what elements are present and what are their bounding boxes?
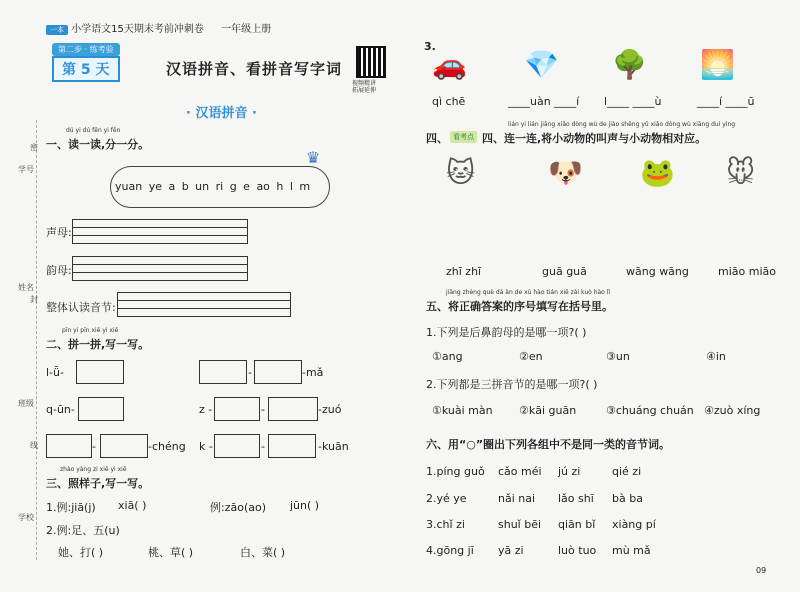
writing-line xyxy=(117,309,291,317)
q6-word[interactable]: lǎo shī xyxy=(558,492,594,505)
q6-word[interactable]: mù mǎ xyxy=(612,544,651,557)
shengmu-label: 声母: xyxy=(46,226,72,239)
q6-word[interactable]: yā zi xyxy=(498,544,524,557)
qr-caption xyxy=(352,80,376,94)
writing-line xyxy=(72,219,248,228)
answer-box[interactable] xyxy=(214,434,260,458)
q6-word[interactable]: xiàng pí xyxy=(612,518,656,531)
car-picture-icon: 🚗 xyxy=(432,48,467,81)
q2-item-dash: - xyxy=(261,403,265,416)
q2-item-prefix: l-ǖ- xyxy=(46,366,64,379)
cat-picture-icon: 🐱 xyxy=(446,156,476,189)
side-mark: 线 xyxy=(30,441,38,450)
q5-option[interactable]: ③un xyxy=(606,350,630,363)
q2-item-prefix: q-ūn- xyxy=(46,403,75,416)
unit-tag: 第二步 · 练考验 xyxy=(52,43,120,56)
answer-box[interactable] xyxy=(46,434,92,458)
answer-box[interactable] xyxy=(268,434,316,458)
q6-word[interactable]: 1.píng guǒ xyxy=(426,465,485,478)
q6-word[interactable]: 2.yé ye xyxy=(426,492,467,505)
answer-box[interactable] xyxy=(254,360,302,384)
q2-label: 二、拼一拼,写一写。 xyxy=(46,338,150,351)
page-number: 09 xyxy=(756,566,767,575)
tree-picture-icon: 🌳 xyxy=(612,48,647,81)
q2-item-dash: - xyxy=(248,366,252,379)
q3-blank[interactable]: 白、菜( ) xyxy=(240,546,286,559)
q5-option[interactable]: ④in xyxy=(706,350,726,363)
q2-item-dash: - xyxy=(261,440,265,453)
writing-line xyxy=(117,292,291,301)
q3-example: 例:zāo(ao) xyxy=(210,501,267,514)
q4-pinyin: lián yi lián jiāng xiǎo dòng wù de jiào shēng yǔ xiǎo dòng wù xiāng duì yìng xyxy=(508,121,736,128)
answer-box[interactable] xyxy=(78,397,124,421)
zhengti-writing-lines[interactable] xyxy=(117,292,291,317)
mouse-picture-icon: 🐭 xyxy=(726,156,756,189)
answer-box[interactable] xyxy=(268,397,318,421)
q3-example-2: 2.例:足、五(u) xyxy=(46,524,120,537)
q2-pinyin: pīn yi pīn xiě yi xiě xyxy=(62,327,119,334)
q6-word[interactable]: cǎo méi xyxy=(498,465,542,478)
sunset-picture-icon: 🌅 xyxy=(700,48,735,81)
letters-text: yuan ye a b un ri g e ao h l m xyxy=(115,180,311,193)
answer-box[interactable] xyxy=(100,434,148,458)
section-title-text: 汉语拼音 xyxy=(195,106,248,121)
shengmu-writing-lines[interactable] xyxy=(72,219,248,244)
q5-sub2: 2.下列都是三拼音节的是哪一项?( ) xyxy=(426,378,598,391)
side-label-school: 学校 xyxy=(18,513,34,522)
q4-label-number: 四、 xyxy=(426,132,448,145)
binding-line xyxy=(36,120,37,560)
writing-line xyxy=(72,265,248,273)
q3-blank[interactable]: jūn( ) xyxy=(290,499,320,512)
q6-word[interactable]: 3.chǐ zi xyxy=(426,518,465,531)
animal-sound: wāng wāng xyxy=(626,265,689,278)
writing-line xyxy=(72,236,248,244)
q3-blank[interactable]: xiā( ) xyxy=(118,499,147,512)
q1-pinyin: dú yi dú fēn yi fēn xyxy=(66,127,121,134)
q6-word[interactable]: qié zi xyxy=(612,465,642,478)
q2-item-prefix: z - xyxy=(199,403,213,416)
q5-option[interactable]: ④zuò xíng xyxy=(704,404,761,417)
q6-word[interactable]: nǎi nai xyxy=(498,492,536,505)
side-mark: 封 xyxy=(30,295,38,304)
yunmu-label: 韵母: xyxy=(46,264,72,277)
writing-line xyxy=(72,228,248,236)
animal-sound: miāo miāo xyxy=(718,265,776,278)
q2-item-suffix: -mǎ xyxy=(302,366,324,379)
q3-label: 三、照样子,写一写。 xyxy=(46,477,150,490)
header xyxy=(46,20,271,35)
pic-pinyin[interactable]: ____í ____ū xyxy=(697,95,755,108)
q5-label: 五、将正确答案的序号填写在括号里。 xyxy=(426,300,613,313)
q3-number: 3. xyxy=(424,40,436,53)
answer-box[interactable] xyxy=(76,360,124,384)
qr-code[interactable] xyxy=(356,46,386,78)
q5-option[interactable]: ②kāi guān xyxy=(519,404,577,417)
section-title: · 汉语拼音 · xyxy=(186,106,257,121)
yunmu-writing-lines[interactable] xyxy=(72,256,248,281)
series-title: 小学语文15天期末考前冲刺卷 xyxy=(71,24,204,35)
writing-line xyxy=(72,256,248,265)
side-label-student-id: 学号 xyxy=(18,165,34,174)
q5-option[interactable]: ①ang xyxy=(432,350,463,363)
q3-pinyin: zhào yàng zi xiě yi xiě xyxy=(60,466,127,473)
q5-pinyin: jiāng zhèng què dá àn de xù hào tián xiě zài kuò hào lǐ xyxy=(446,289,611,296)
grade-label: 一年级上册 xyxy=(221,24,272,35)
q6-word[interactable]: bà ba xyxy=(612,492,643,505)
q6-word[interactable]: jú zi xyxy=(558,465,581,478)
q5-sub1: 1.下列是后鼻韵母的是哪一项?( ) xyxy=(426,326,587,339)
q6-word[interactable]: luò tuo xyxy=(558,544,597,557)
side-label-name: 姓名 xyxy=(18,283,34,292)
q5-option[interactable]: ①kuài màn xyxy=(432,404,493,417)
animal-sound: guā guā xyxy=(542,265,587,278)
q6-word[interactable]: qiān bǐ xyxy=(558,518,596,531)
crown-icon: ♛ xyxy=(306,148,321,167)
side-label-class: 班级 xyxy=(18,399,34,408)
q2-item-prefix: k - xyxy=(199,440,213,453)
qr-caption-line: 视频精讲 xyxy=(352,80,377,87)
q2-item-suffix: -zuó xyxy=(318,403,342,416)
q3-blank[interactable]: 她、打( ) xyxy=(58,546,104,559)
pic-pinyin: qì chē xyxy=(432,95,466,108)
q4-tag: 看考点 xyxy=(450,131,477,143)
q4-label: 四、连一连,将小动物的叫声与小动物相对应。 xyxy=(482,132,707,145)
diamond-picture-icon: 💎 xyxy=(524,48,559,81)
q6-word[interactable]: shuǐ bēi xyxy=(498,518,542,531)
q2-item-suffix: -chéng xyxy=(148,440,186,453)
qr-caption-line: 拓展延伸 xyxy=(352,87,377,94)
page-title: 汉语拼音、看拼音写字词 xyxy=(166,60,343,78)
pic-pinyin[interactable]: ____uàn ____í xyxy=(508,95,580,108)
brand-logo: 一本 xyxy=(46,25,68,35)
q3-example: 1.例:jiā(j) xyxy=(46,501,96,514)
q2-item-suffix: -kuān xyxy=(318,440,349,453)
answer-box[interactable] xyxy=(214,397,260,421)
q3-blank[interactable]: 桃、草( ) xyxy=(148,546,194,559)
q1-label: 一、读一读,分一分。 xyxy=(46,138,150,151)
animal-sound: zhī zhī xyxy=(446,265,482,278)
dog-picture-icon: 🐶 xyxy=(548,156,583,189)
writing-line xyxy=(72,273,248,281)
frog-picture-icon: 🐸 xyxy=(640,156,675,189)
q5-option[interactable]: ③chuáng chuán xyxy=(606,404,694,417)
q5-option[interactable]: ②en xyxy=(519,350,543,363)
q6-label: 六、用“○”圈出下列各组中不是同一类的音节词。 xyxy=(426,438,671,451)
q6-word[interactable]: 4.gōng jī xyxy=(426,544,474,557)
day-label: 第 5 天 xyxy=(52,56,120,82)
pic-pinyin[interactable]: l____ ____ù xyxy=(604,95,662,108)
writing-line xyxy=(117,301,291,309)
side-mark: 密 xyxy=(30,143,38,152)
zhengti-label: 整体认读音节: xyxy=(46,301,116,314)
answer-box[interactable] xyxy=(199,360,247,384)
q2-item-dash: - xyxy=(92,440,96,453)
